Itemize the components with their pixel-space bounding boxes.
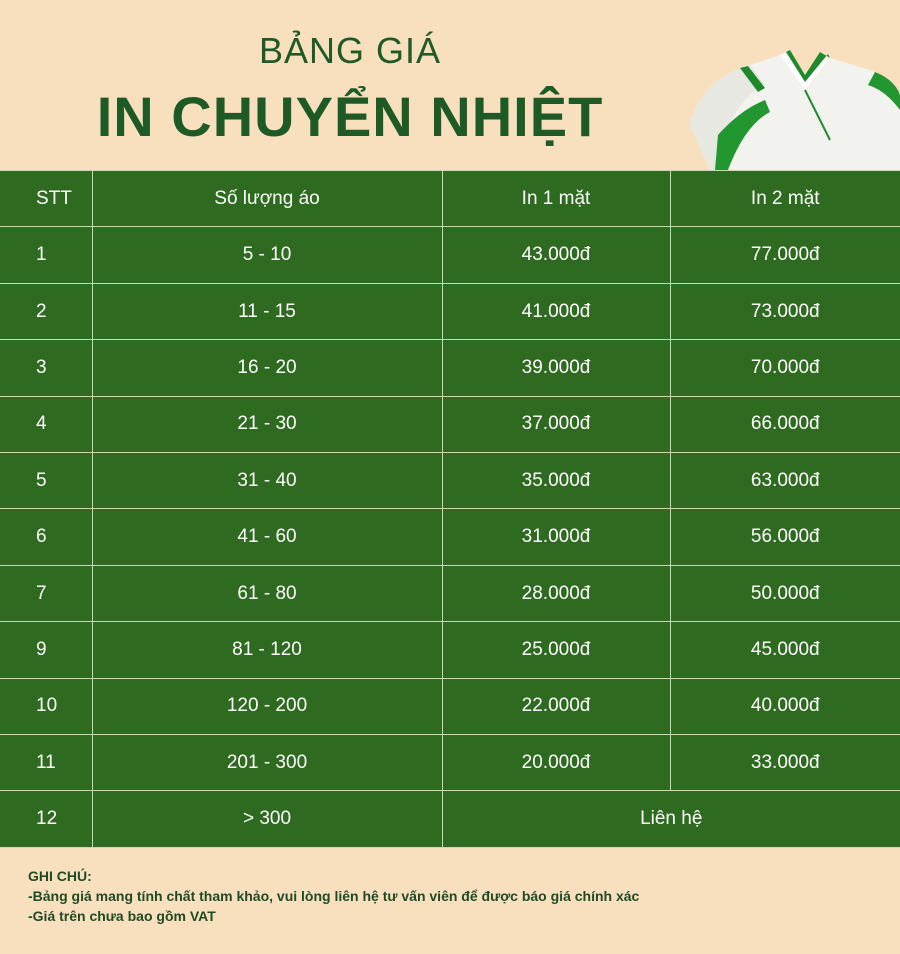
cell-quantity: > 300 — [92, 791, 442, 848]
cell-contact: Liên hệ — [442, 791, 900, 848]
notes-section — [28, 866, 639, 926]
cell-price-two-side: 56.000đ — [670, 509, 900, 565]
cell-quantity: 201 - 300 — [92, 735, 442, 791]
polo-shirt-image — [670, 40, 900, 170]
table-row — [0, 396, 900, 452]
cell-price-one-side: 31.000đ — [442, 509, 670, 565]
cell-price-one-side: 39.000đ — [442, 340, 670, 396]
cell-price-two-side: 66.000đ — [670, 396, 900, 452]
cell-stt: 3 — [0, 340, 92, 396]
cell-price-two-side: 50.000đ — [670, 565, 900, 621]
price-table — [0, 170, 900, 848]
table-row — [0, 622, 900, 678]
cell-price-one-side: 20.000đ — [442, 735, 670, 791]
table-row-contact — [0, 791, 900, 848]
cell-price-two-side: 40.000đ — [670, 678, 900, 734]
cell-quantity: 31 - 40 — [92, 453, 442, 509]
table-row — [0, 227, 900, 283]
note-line: -Giá trên chưa bao gồm VAT — [28, 908, 216, 924]
cell-quantity: 21 - 30 — [92, 396, 442, 452]
table-header-row — [0, 171, 900, 227]
table-row — [0, 678, 900, 734]
cell-quantity: 16 - 20 — [92, 340, 442, 396]
cell-price-one-side: 25.000đ — [442, 622, 670, 678]
cell-price-two-side: 63.000đ — [670, 453, 900, 509]
cell-price-two-side: 33.000đ — [670, 735, 900, 791]
table-row — [0, 735, 900, 791]
page-subtitle: BẢNG GIÁ — [258, 30, 442, 71]
cell-stt: 9 — [0, 622, 92, 678]
cell-stt: 4 — [0, 396, 92, 452]
cell-quantity: 61 - 80 — [92, 565, 442, 621]
header — [0, 0, 900, 170]
cell-price-one-side: 22.000đ — [442, 678, 670, 734]
table-row — [0, 340, 900, 396]
notes-heading: GHI CHÚ: — [28, 868, 92, 884]
cell-stt: 6 — [0, 509, 92, 565]
cell-price-two-side: 77.000đ — [670, 227, 900, 283]
cell-quantity: 11 - 15 — [92, 283, 442, 339]
column-header-quantity: Số lượng áo — [92, 171, 442, 227]
note-line: -Bảng giá mang tính chất tham khảo, vui lòng liên hệ tư vấn viên để được báo giá chính xác — [28, 888, 640, 904]
table-row — [0, 453, 900, 509]
cell-stt: 12 — [0, 791, 92, 848]
column-header-two-side: In 2 mặt — [670, 171, 900, 227]
cell-price-two-side: 45.000đ — [670, 622, 900, 678]
cell-stt: 7 — [0, 565, 92, 621]
cell-price-two-side: 73.000đ — [670, 283, 900, 339]
table-row — [0, 509, 900, 565]
page-title: IN CHUYỂN NHIỆT — [96, 85, 604, 148]
cell-price-one-side: 35.000đ — [442, 453, 670, 509]
cell-price-one-side: 41.000đ — [442, 283, 670, 339]
table-row — [0, 283, 900, 339]
cell-stt: 2 — [0, 283, 92, 339]
cell-quantity: 5 - 10 — [92, 227, 442, 283]
cell-stt: 5 — [0, 453, 92, 509]
cell-quantity: 81 - 120 — [92, 622, 442, 678]
cell-quantity: 120 - 200 — [92, 678, 442, 734]
cell-stt: 1 — [0, 227, 92, 283]
cell-price-one-side: 28.000đ — [442, 565, 670, 621]
cell-stt: 10 — [0, 678, 92, 734]
cell-price-one-side: 37.000đ — [442, 396, 670, 452]
cell-stt: 11 — [0, 735, 92, 791]
table-row — [0, 565, 900, 621]
cell-price-one-side: 43.000đ — [442, 227, 670, 283]
cell-price-two-side: 70.000đ — [670, 340, 900, 396]
cell-quantity: 41 - 60 — [92, 509, 442, 565]
column-header-stt: STT — [0, 171, 92, 227]
column-header-one-side: In 1 mặt — [442, 171, 670, 227]
